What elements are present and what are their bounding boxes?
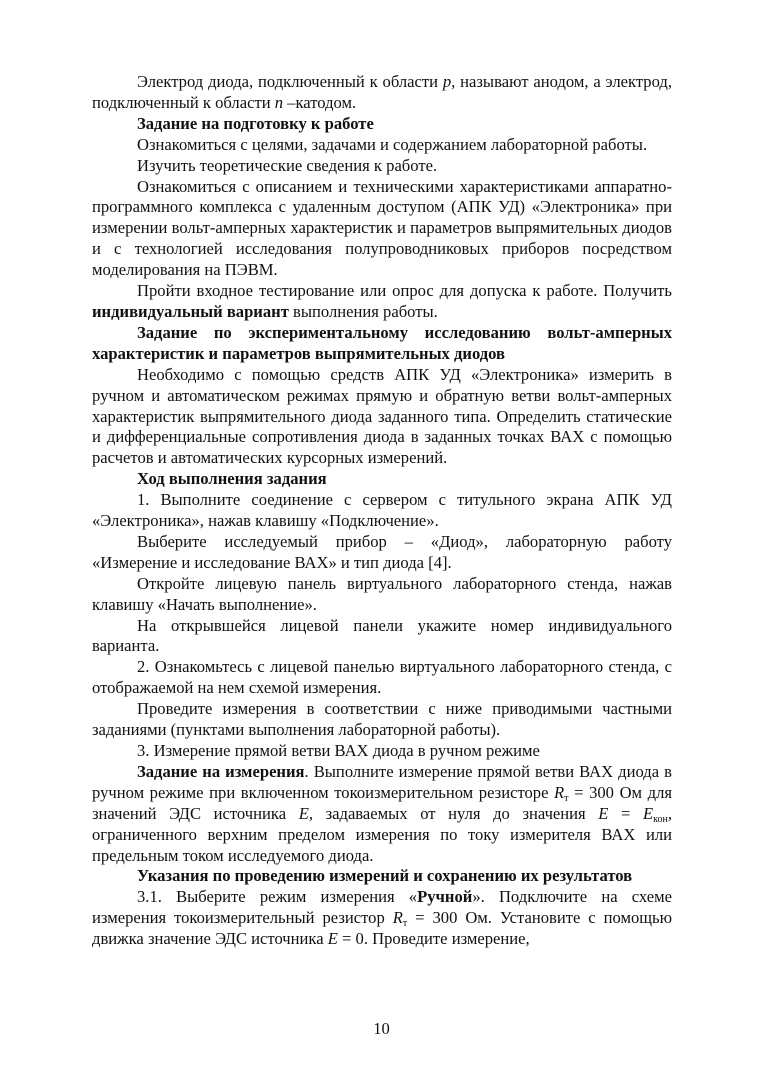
heading-procedure: Ход выполнения задания xyxy=(137,469,327,489)
paragraph-theory: Изучить теоретические сведения к работе. xyxy=(137,155,438,175)
heading-experimental-task: Задание по экспериментальному исследованию вольт-амперных характеристик и параметров выпрямительных диодов xyxy=(92,322,672,363)
paragraph-open-panel: Откройте лицевую панель виртуального лабораторного стенда, нажав клавишу «Начать выполнение». xyxy=(92,573,672,614)
paragraph-task-description: Необходимо с помощью средств АПК УД «Электроника» измерить в ручном и автоматическом режимах прямую и обратную ветви вольт-амперных характеристик выпрямительного диода заданного типа. Определить статические и дифференциальные сопротивления диода в заданных точках ВАХ с помощью расчетов и автоматических курсорных измерений. xyxy=(92,364,672,468)
paragraph-variant: На открывшейся лицевой панели укажите номер индивидуального варианта. xyxy=(92,615,672,656)
paragraph-select-device: Выберите исследуемый прибор – «Диод», лабораторную работу «Измерение и исследование ВАХ» и тип диода [4]. xyxy=(92,531,672,572)
paragraph-goals: Ознакомиться с целями, задачами и содержанием лабораторной работы. xyxy=(137,134,648,154)
paragraph-step-2: 2. Ознакомьтесь с лицевой панелью виртуального лабораторного стенда, с отображаемой на нем схемой измерения. xyxy=(92,657,672,698)
page-number: 10 xyxy=(373,1019,390,1038)
paragraph-complex-description: Ознакомиться с описанием и техническими характеристиками аппаратно-программного комплекса с удаленным доступом (АПК УД) «Электроника» при измерении вольт-амперных характеристик и параметров выпрямительных диодов и с технологией исследования полупроводниковых приборов посредством моделирования на ПЭВМ. xyxy=(92,176,672,280)
heading-preparation: Задание на подготовку к работе xyxy=(137,113,374,133)
paragraph-step-3: 3. Измерение прямой ветви ВАХ диода в ручном режиме xyxy=(137,741,540,760)
paragraph-measurements: Проведите измерения в соответствии с ниже приводимыми частными заданиями (пунктами выполнения лабораторной работы). xyxy=(92,699,672,740)
paragraph-step-3-1: 3.1. Выберите режим измерения «Ручной». Подключите на схеме измерения токоизмерительный резистор $R_т = 300$ Ом. Установите с помощью движка значение ЭДС источника E = 0. Проведите измерение, xyxy=(92,887,672,949)
paragraph-step-1: 1. Выполните соединение с сервером с титульного экрана АПК УД «Электроника», нажав клавишу «Подключение». xyxy=(92,490,672,531)
page-body xyxy=(92,72,672,950)
paragraph-anode-cathode: Электрод диода, подключенный к области p, называют анодом, а электрод, подключенный к области n –катодом. xyxy=(92,72,673,112)
heading-instructions: Указания по проведению измерений и сохранению их результатов xyxy=(137,866,633,886)
paragraph-measurement-task: Задание на измерения. Выполните измерение прямой ветви ВАХ диода в ручном режиме при включенном токоизмерительном резисторе $R_т = 300$ Ом для значений ЭДС источника E, задаваемых от нуля до значения $E = E_{кон}$, ограниченного верхним пределом измерения по току измерителя ВАХ или предельным током исследуемого диода. xyxy=(92,761,673,865)
paragraph-testing: Пройти входное тестирование или опрос для допуска к работе. Получить индивидуальный вариант выполнения работы. xyxy=(92,281,672,321)
